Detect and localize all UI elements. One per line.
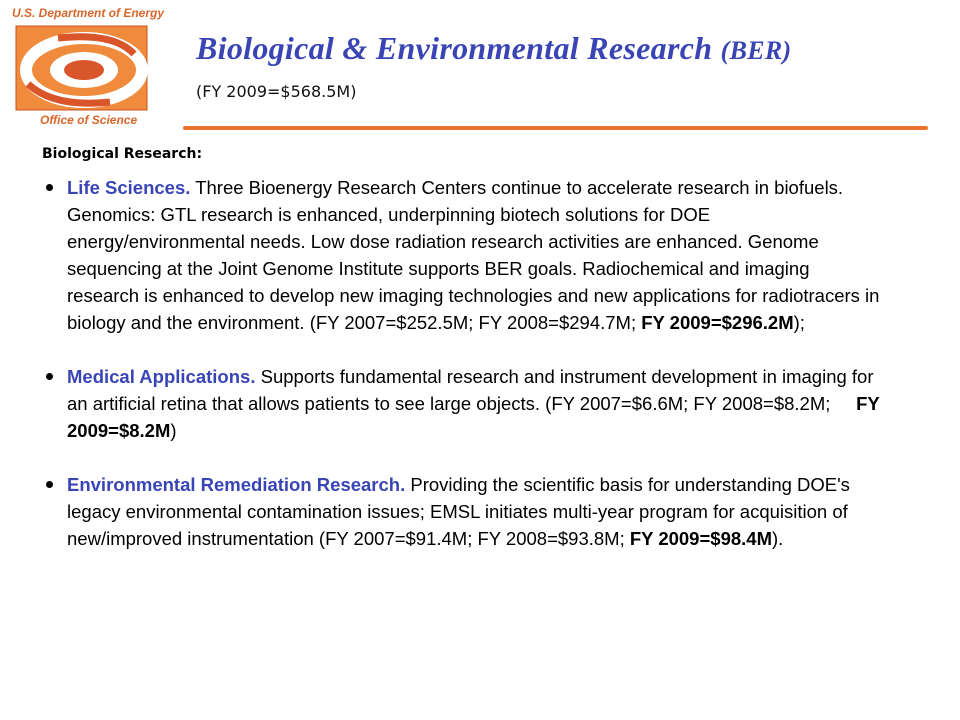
bullet-dot-icon [46, 481, 53, 488]
bullet-environmental-remediation [45, 471, 885, 552]
bullet-body: Providing the scientific basis for understanding DOE's legacy environmental contamination issues; EMSL initiates multi-year program for acquisition of new/improved instrumentation (FY 2007=$91.4M; FY 2008=$93.8M; [67, 474, 850, 549]
bullet-fy2009-amount: FY 2009=$8.2M [67, 393, 880, 441]
bullet-lead: Life Sciences. [67, 177, 191, 198]
bullet-list [45, 174, 885, 552]
bullet-fy2009-amount: FY 2009=$296.2M [641, 312, 794, 333]
org-name-top: U.S. Department of Energy [12, 6, 165, 20]
bullet-tail: ); [793, 312, 805, 333]
bullet-fy2009-amount: FY 2009=$98.4M [629, 528, 772, 549]
page-title [196, 30, 791, 67]
bullet-medical-applications [45, 363, 885, 444]
page-subtitle: (FY 2009=$568.5M) [196, 82, 357, 101]
bullet-body: Supports fundamental research and instrument development in imaging for an artificial retina that allows patients to see large objects. (FY 2007=$6.6M; FY 2008=$8.2M; [67, 366, 879, 414]
bullet-dot-icon [46, 184, 53, 191]
bullet-dot-icon [46, 373, 53, 380]
bullet-life-sciences [45, 174, 885, 336]
bullet-lead: Environmental Remediation Research. [67, 474, 406, 495]
section-heading: Biological Research: [42, 146, 203, 162]
bullet-lead: Medical Applications. [67, 366, 256, 387]
bullet-tail: ). [772, 528, 784, 549]
bullet-tail: ) [170, 420, 177, 441]
title-text: Biological & Environmental Research [196, 30, 713, 66]
title-abbreviation: (BER) [720, 36, 792, 65]
bullet-body: Three Bioenergy Research Centers continue to accelerate research in biofuels. Genomics: GTL research is enhanced, underpinning biotech solutions for DOE energy/environmental needs. Low dose radiation research activities are enhanced. Genome sequencing at the Joint Genome Institute supports BER goals. Radiochemical and imaging research is enhanced to develop new imaging technologies and new applications for radiotracers in biology and the environment. (FY 2007=$252.5M; FY 2008=$294.7M; [67, 177, 880, 333]
doe-office-of-science-logo-icon [14, 24, 149, 112]
org-name-bottom: Office of Science [40, 113, 138, 127]
title-divider [183, 126, 928, 130]
